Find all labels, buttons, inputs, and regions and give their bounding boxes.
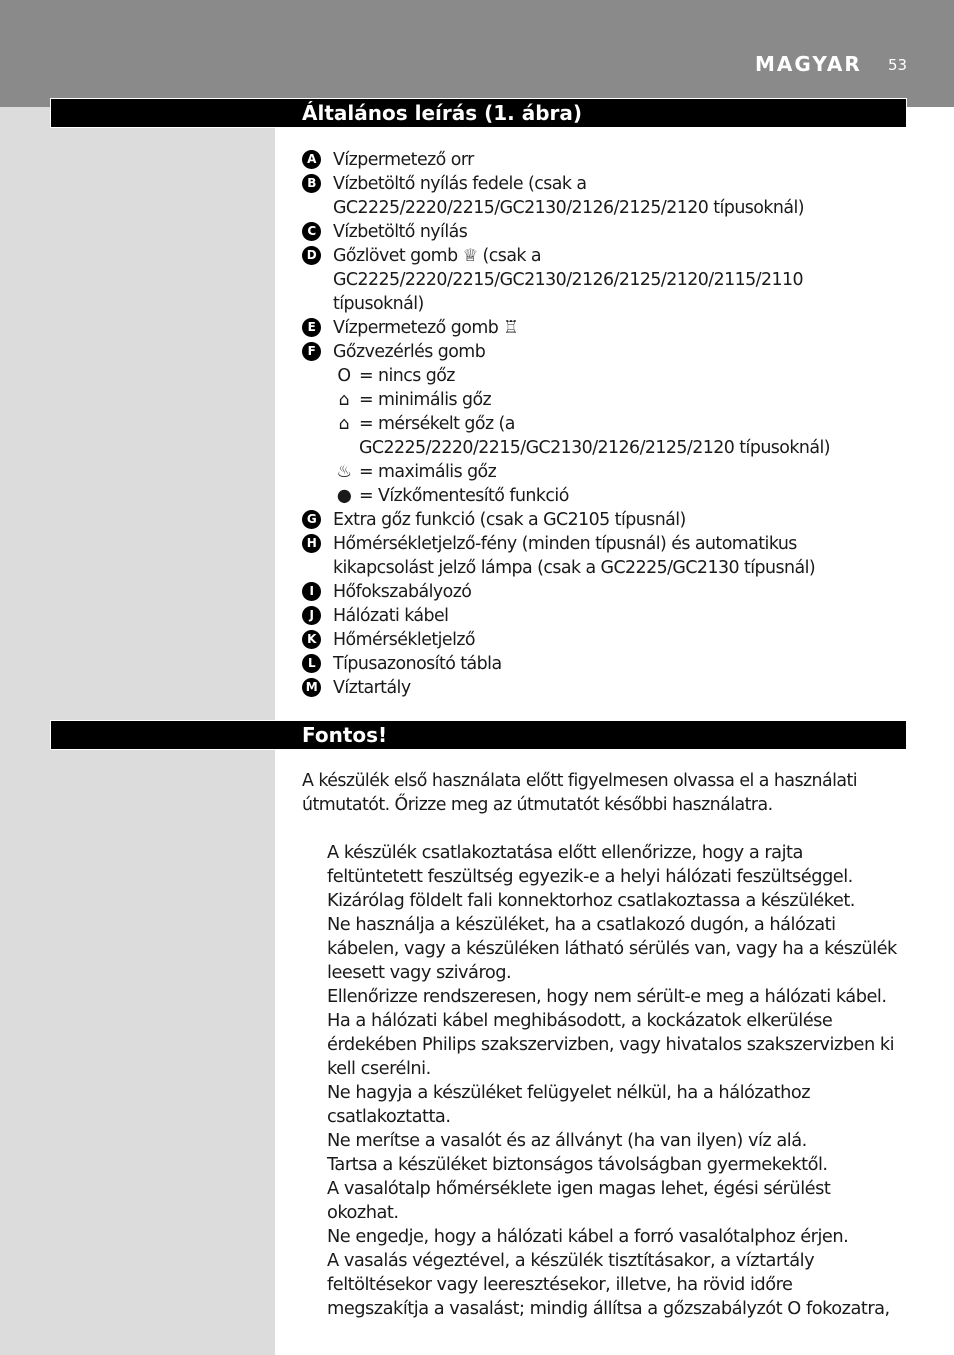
part-item-g [302, 508, 902, 532]
part-line: Vízpermetező orr [333, 150, 474, 170]
part-letter-marker: G [302, 510, 321, 529]
warning-line: leesett vagy szivárog. [327, 962, 512, 983]
steam-setting-item [333, 412, 902, 460]
warning-line: Ellenőrizze rendszeresen, hogy nem sérült-e meg a hálózati kábel. [327, 986, 887, 1007]
part-letter-marker: E [302, 318, 321, 337]
section-title-general-description: Általános leírás (1. ábra) [302, 101, 583, 125]
warning-line: Ne engedje, hogy a hálózati kábel a forró vasalótalphoz érjen. [327, 1226, 849, 1247]
warning-line: kell cserélni. [327, 1058, 431, 1079]
part-letter-marker: H [302, 534, 321, 553]
steam-setting-line: = maximális gőz [359, 462, 497, 482]
language-label: MAGYAR [755, 52, 862, 76]
steam-setting-item [333, 460, 902, 484]
part-line: Vízbetöltő nyílás fedele (csak a [333, 174, 587, 194]
part-letter-marker: C [302, 222, 321, 241]
part-item-a [302, 148, 902, 172]
part-line: kikapcsolást jelző lámpa (csak a GC2225/GC2130 típusnál) [333, 558, 816, 578]
part-letter-marker: L [302, 654, 321, 673]
section-heading-bar [50, 98, 907, 128]
warning-line: Kizárólag földelt fali konnektorhoz csatlakoztassa a készüléket. [327, 890, 855, 911]
part-letter-marker: J [302, 606, 321, 625]
warning-line: megszakítja a vasalást; mindig állítsa a gőzszabályzót O fokozatra, [327, 1298, 890, 1319]
part-item-l [302, 652, 902, 676]
part-line: típusoknál) [333, 294, 424, 314]
warning-line: érdekében Philips szakszervizben, vagy hivatalos szakszervizben ki [327, 1034, 895, 1055]
part-line: Extra gőz funkció (csak a GC2105 típusnál) [333, 510, 686, 530]
part-line: Vízpermetező gomb ♖ [333, 318, 519, 338]
part-item-c [302, 220, 902, 244]
calc-clean-icon: ● [336, 486, 352, 506]
part-item-e [302, 316, 902, 340]
warning-line: okozhat. [327, 1202, 399, 1223]
warning-line: A vasalótalp hőmérséklete igen magas lehet, égési sérülést [327, 1178, 831, 1199]
part-line: Gőzvezérlés gomb [333, 342, 486, 362]
warning-line: kábelen, vagy a készüléken látható sérülés van, vagy ha a készülék [327, 938, 897, 959]
part-item-j [302, 604, 902, 628]
part-line: GC2225/2220/2215/GC2130/2126/2125/2120 típusoknál) [333, 198, 805, 218]
part-line: Hálózati kábel [333, 606, 449, 626]
no-steam-icon: O [337, 366, 351, 386]
steam-setting-item [333, 388, 902, 412]
warnings-list [327, 841, 907, 1321]
part-line: Típusazonosító tábla [333, 654, 502, 674]
part-letter-marker: I [302, 582, 321, 601]
warning-line: A készülék csatlakoztatása előtt ellenőrizze, hogy a rajta [327, 842, 803, 863]
intro-paragraph [302, 769, 902, 817]
steam-setting-line: = Vízkőmentesítő funkció [359, 486, 569, 506]
part-line: Hőmérsékletjelző [333, 630, 476, 650]
warning-line: Ne merítse a vasalót és az állványt (ha van ilyen) víz alá. [327, 1130, 807, 1151]
parts-list [302, 148, 902, 700]
warning-line: Ne hagyja a készüléket felügyelet nélkül, ha a hálózathoz [327, 1082, 811, 1103]
part-letter-marker: D [302, 246, 321, 265]
steam-setting-line: GC2225/2220/2215/GC2130/2126/2125/2120 típusoknál) [359, 438, 831, 458]
part-item-m [302, 676, 902, 700]
part-line: GC2225/2220/2215/GC2130/2126/2125/2120/2115/2110 [333, 270, 804, 290]
section-heading-bar [50, 720, 907, 750]
intro-line: A készülék első használata előtt figyelmesen olvassa el a használati [302, 771, 858, 791]
warning-line: Ne használja a készüléket, ha a csatlakozó dugón, a hálózati [327, 914, 836, 935]
warning-line: Ha a hálózati kábel meghibásodott, a kockázatok elkerülése [327, 1010, 833, 1031]
part-letter-marker: M [302, 678, 321, 697]
part-line: Víztartály [333, 678, 411, 698]
part-line: Vízbetöltő nyílás [333, 222, 468, 242]
warning-line: A vasalás végeztével, a készülék tisztításakor, a víztartály [327, 1250, 815, 1271]
part-item-d [302, 244, 902, 316]
part-item-k [302, 628, 902, 652]
max-steam-icon: ♨ [336, 462, 352, 482]
steam-setting-line: = nincs gőz [359, 366, 455, 386]
intro-line: útmutatót. Őrizze meg az útmutatót későbbi használatra. [302, 795, 773, 815]
part-item-h [302, 532, 902, 580]
steam-setting-item [333, 484, 902, 508]
part-item-b [302, 172, 902, 220]
part-item-i [302, 580, 902, 604]
warning-line: Tartsa a készüléket biztonságos távolságban gyermekektől. [327, 1154, 828, 1175]
part-letter-marker: F [302, 342, 321, 361]
warning-line: feltüntetett feszültség egyezik-e a helyi hálózati feszültséggel. [327, 866, 853, 887]
moderate-steam-icon: ⌂ [338, 414, 350, 434]
part-line: Hőmérsékletjelző-fény (minden típusnál) és automatikus [333, 534, 797, 554]
part-line: Gőzlövet gomb ♕ (csak a [333, 246, 542, 266]
part-item-f [302, 340, 902, 364]
steam-setting-line: = mérsékelt gőz (a [359, 414, 515, 434]
part-line: Hőfokszabályozó [333, 582, 472, 602]
page-number: 53 [888, 56, 908, 74]
part-letter-marker: K [302, 630, 321, 649]
section-title-important: Fontos! [302, 723, 388, 747]
steam-setting-item [333, 364, 902, 388]
part-letter-marker: B [302, 174, 321, 193]
min-steam-icon: ⌂ [338, 390, 350, 410]
part-letter-marker: A [302, 150, 321, 169]
warning-line: feltöltésekor vagy leeresztésekor, illetve, ha rövid időre [327, 1274, 793, 1295]
warning-line: csatlakoztatta. [327, 1106, 451, 1127]
steam-setting-line: = minimális gőz [359, 390, 492, 410]
